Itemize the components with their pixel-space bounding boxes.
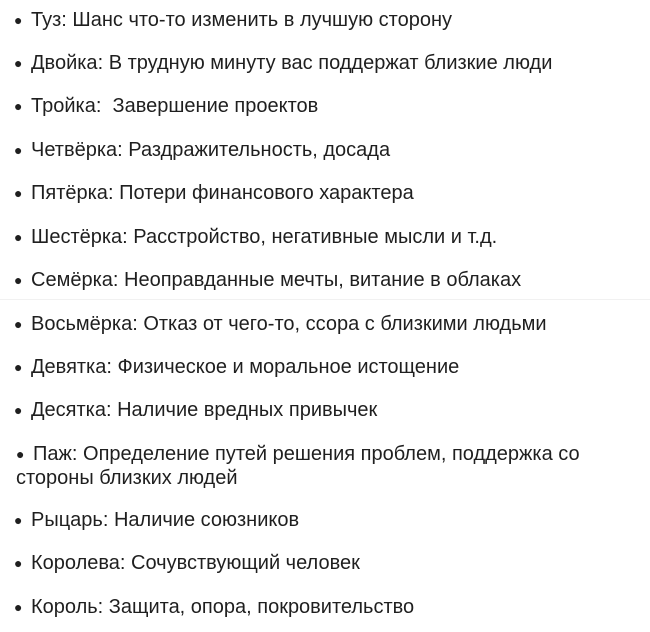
card-name: Паж xyxy=(33,443,72,465)
card-meaning: Неоправданные мечты, витание в облаках xyxy=(124,269,522,291)
card-name: Шестёрка xyxy=(31,226,123,248)
bullet-icon: ● xyxy=(14,55,23,71)
list-item-nine: ● Девятка: Физическое и моральное истощение xyxy=(14,356,460,378)
card-meaning: Наличие союзников xyxy=(113,509,300,531)
bullet-icon: ● xyxy=(14,98,23,114)
card-name: Десятка xyxy=(31,399,106,421)
card-meaning: Завершение проектов xyxy=(106,95,319,117)
list-item-queen: ● Королева: Сочувствующий человек xyxy=(14,552,360,574)
card-meaning: Определение путей решения проблем, поддержка со стороны близких людей xyxy=(16,443,580,489)
bullet-icon: ● xyxy=(14,599,23,615)
list-item-five: ● Пятёрка: Потери финансового характера xyxy=(14,182,414,204)
list-item-ace: ● Туз: Шанс что-то изменить в лучшую сторону xyxy=(14,9,452,31)
card-meaning: Наличие вредных привычек xyxy=(117,399,378,421)
bullet-icon: ● xyxy=(14,402,23,418)
bullet-icon: ● xyxy=(14,359,23,375)
list-item-three: ● Тройка: Завершение проектов xyxy=(14,95,319,117)
card-meaning: Защита, опора, покровительство xyxy=(108,596,415,618)
card-meaning: Шанс что-то изменить в лучшую сторону xyxy=(72,9,452,31)
bullet-icon: ● xyxy=(16,446,25,462)
card-name: Король xyxy=(31,596,98,618)
card-meaning: Сочувствующий человек xyxy=(131,552,360,574)
card-name: Девятка xyxy=(31,356,107,378)
card-meaning: В трудную минуту вас поддержат близкие люди xyxy=(108,52,553,74)
list-item-eight: ● Восьмёрка: Отказ от чего-то, ссора с близкими людьми xyxy=(14,313,547,335)
card-name: Рыцарь xyxy=(31,509,103,531)
list-item-four: ● Четвёрка: Раздражительность, досада xyxy=(14,139,391,161)
card-name: Восьмёрка xyxy=(31,313,133,335)
card-name: Пятёрка xyxy=(31,182,108,204)
card-name: Четвёрка xyxy=(31,139,118,161)
card-meaning: Отказ от чего-то, ссора с близкими людьми xyxy=(143,313,547,335)
card-meaning: Раздражительность, досада xyxy=(128,139,391,161)
list-item-king: ● Король: Защита, опора, покровительство xyxy=(14,596,415,618)
bullet-icon: ● xyxy=(14,316,23,332)
card-meaning: Физическое и моральное истощение xyxy=(117,356,460,378)
card-name: Двойка xyxy=(31,52,98,74)
bullet-icon: ● xyxy=(14,185,23,201)
card-name: Королева xyxy=(31,552,120,574)
list-item-page: ● Паж: Определение путей решения проблем, поддержка со стороны близких людей xyxy=(16,443,580,489)
card-name: Семёрка xyxy=(31,269,113,291)
bullet-icon: ● xyxy=(14,555,23,571)
list-item-seven: ● Семёрка: Неоправданные мечты, витание в облаках xyxy=(14,269,522,291)
bullet-icon: ● xyxy=(14,272,23,288)
card-name: Тройка xyxy=(31,95,96,117)
bullet-icon: ● xyxy=(14,142,23,158)
list-item-knight: ● Рыцарь: Наличие союзников xyxy=(14,509,300,531)
card-name: Туз xyxy=(31,9,62,31)
list-item-two: ● Двойка: В трудную минуту вас поддержат близкие люди xyxy=(14,52,553,74)
bullet-icon: ● xyxy=(14,12,23,28)
card-meaning: Потери финансового характера xyxy=(119,182,414,204)
bullet-icon: ● xyxy=(14,512,23,528)
section-divider xyxy=(0,299,650,300)
list-item-six: ● Шестёрка: Расстройство, негативные мысли и т.д. xyxy=(14,226,498,248)
list-item-ten: ● Десятка: Наличие вредных привычек xyxy=(14,399,378,421)
bullet-icon: ● xyxy=(14,229,23,245)
card-meaning: Расстройство, негативные мысли и т.д. xyxy=(133,226,498,248)
